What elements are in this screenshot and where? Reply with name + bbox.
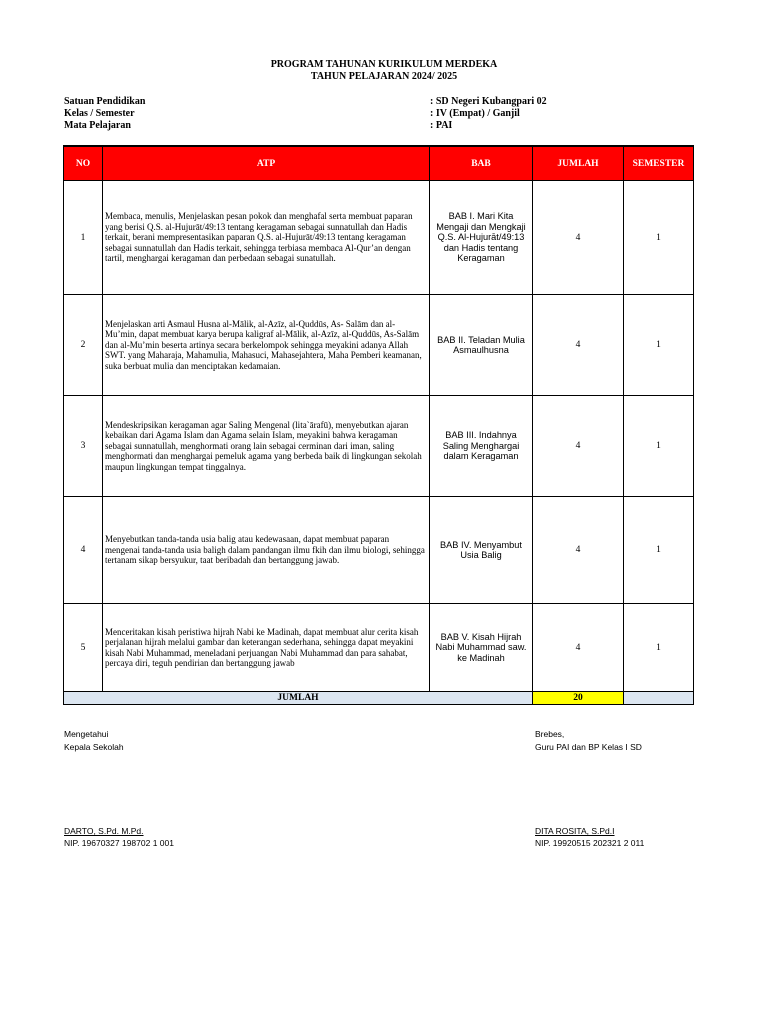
total-label: JUMLAH (64, 692, 533, 705)
row-bab: BAB V. Kisah Hijrah Nabi Muhammad saw. ke Madinah (430, 604, 533, 692)
row-no: 4 (64, 497, 103, 604)
row-semester: 1 (624, 604, 694, 692)
row-bab: BAB I. Mari Kita Mengaji dan Mengkaji Q.S. Al-Hujurāt/49:13 dan Hadis tentang Keragaman (430, 181, 533, 295)
col-header-atp: ATP (103, 146, 430, 181)
table-row (64, 604, 694, 692)
table-row (64, 497, 694, 604)
teacher-nip: NIP. 19920515 202321 2 011 (535, 838, 645, 848)
row-bab: BAB III. Indahnya Saling Menghargai dalam Keragaman (430, 396, 533, 497)
meta-label-kelas: Kelas / Semester (64, 108, 135, 119)
meta-value-satuan: : SD Negeri Kubangpari 02 (430, 96, 547, 107)
row-jumlah: 4 (533, 396, 624, 497)
document-title: PROGRAM TAHUNAN KURIKULUM MERDEKA (270, 59, 498, 70)
row-jumlah: 4 (533, 181, 624, 295)
row-no: 1 (64, 181, 103, 295)
row-no: 2 (64, 295, 103, 396)
row-jumlah: 4 (533, 497, 624, 604)
row-semester: 1 (624, 181, 694, 295)
table-row (64, 396, 694, 497)
total-empty-cell (624, 692, 694, 705)
row-semester: 1 (624, 396, 694, 497)
left-sign-line2: Kepala Sekolah (64, 742, 124, 752)
program-table (63, 145, 694, 705)
total-row (64, 692, 694, 705)
teacher-name: DITA ROSITA, S.Pd.I (535, 826, 615, 836)
row-atp: Menyebutkan tanda-tanda usia balig atau kedewasaan, dapat membuat paparan mengenai tanda-tanda usia baligh dalam pandangan ilmu fkih dan ilmu biologi, sehingga tertanam sikap bersyukur, taat beribadah dan bertanggung jawab. (103, 497, 430, 604)
row-atp: Mendeskripsikan keragaman agar Saling Mengenal (lita`ārafū), menyebutkan ajaran kebaikan dari Agama Islam dan Agama selain Islam, meyakini bahwa keragaman sebagai sunnatullah, menghormati orang lain sebagai cerminan dari iman, saling menghormati dan menghargai pemeluk agama yang berbeda baik di lingkungan sekolah maupun lingkungan tempat tinggalnya. (103, 396, 430, 497)
col-header-no: NO (64, 146, 103, 181)
col-header-bab: BAB (430, 146, 533, 181)
row-atp: Membaca, menulis, Menjelaskan pesan pokok dan menghafal serta membuat paparan yang berisi Q.S. al-Hujurāt/49:13 tentang keragaman sebagai sunnatullah dan Hadis terkait, berani mempresentasikan paparan Q.S. al-Hujurāt/49:13 tentang keragaman sebagai sunnatullah dan Hadis terkait, sehingga terbiasa membaca Al-Qur’an dengan tartil, menghargai keragaman dan perbedaan sebagai sunatullah. (103, 181, 430, 295)
row-bab: BAB II. Teladan Mulia Asmaulhusna (430, 295, 533, 396)
right-sign-line1: Brebes, (535, 729, 565, 739)
meta-label-satuan: Satuan Pendidikan (64, 96, 146, 107)
table-header-row (64, 146, 694, 181)
table-row (64, 295, 694, 396)
row-semester: 1 (624, 295, 694, 396)
total-value: 20 (533, 692, 624, 705)
right-sign-line2: Guru PAI dan BP Kelas I SD (535, 742, 642, 752)
principal-nip: NIP. 19670327 198702 1 001 (64, 838, 174, 848)
principal-name: DARTO, S.Pd. M.Pd. (64, 826, 144, 836)
row-semester: 1 (624, 497, 694, 604)
row-bab: BAB IV. Menyambut Usia Balig (430, 497, 533, 604)
col-header-jumlah: JUMLAH (533, 146, 624, 181)
row-atp: Menceritakan kisah peristiwa hijrah Nabi ke Madinah, dapat membuat alur cerita kisah perjalanan hijrah melalui gambar dan keterangan sederhana, sehingga dapat meyakini kisah Nabi Muhammad, meneladani perjuangan Nabi Muhammad dan para sahabat, percaya diri, teguh pendirian dan bertanggung jawab (103, 604, 430, 692)
row-no: 3 (64, 396, 103, 497)
meta-label-mapel: Mata Pelajaran (64, 120, 131, 131)
left-sign-line1: Mengetahui (64, 729, 109, 739)
table-row (64, 181, 694, 295)
col-header-semester: SEMESTER (624, 146, 694, 181)
document-subtitle: TAHUN PELAJARAN 2024/ 2025 (310, 71, 458, 82)
row-jumlah: 4 (533, 604, 624, 692)
row-jumlah: 4 (533, 295, 624, 396)
row-atp: Menjelaskan arti Asmaul Husna al-Mālik, al-Azīz, al-Quddūs, As- Salām dan al-Mu’min, dapat membuat karya berupa kaligraf al-Mālik, al-Azīz, al-Quddūs, As-Salām dan al-Mu’min beserta artinya secara berkelompok sehingga meyakini adanya Allah SWT. yang Maharaja, Mahamulia, Mahasuci, Mahasejahtera, Maha Pemberi keamanan, suka berbuat mulia dan menciptakan kedamaian. (103, 295, 430, 396)
meta-value-mapel: : PAI (430, 120, 453, 131)
meta-value-kelas: : IV (Empat) / Ganjil (430, 108, 520, 119)
row-no: 5 (64, 604, 103, 692)
